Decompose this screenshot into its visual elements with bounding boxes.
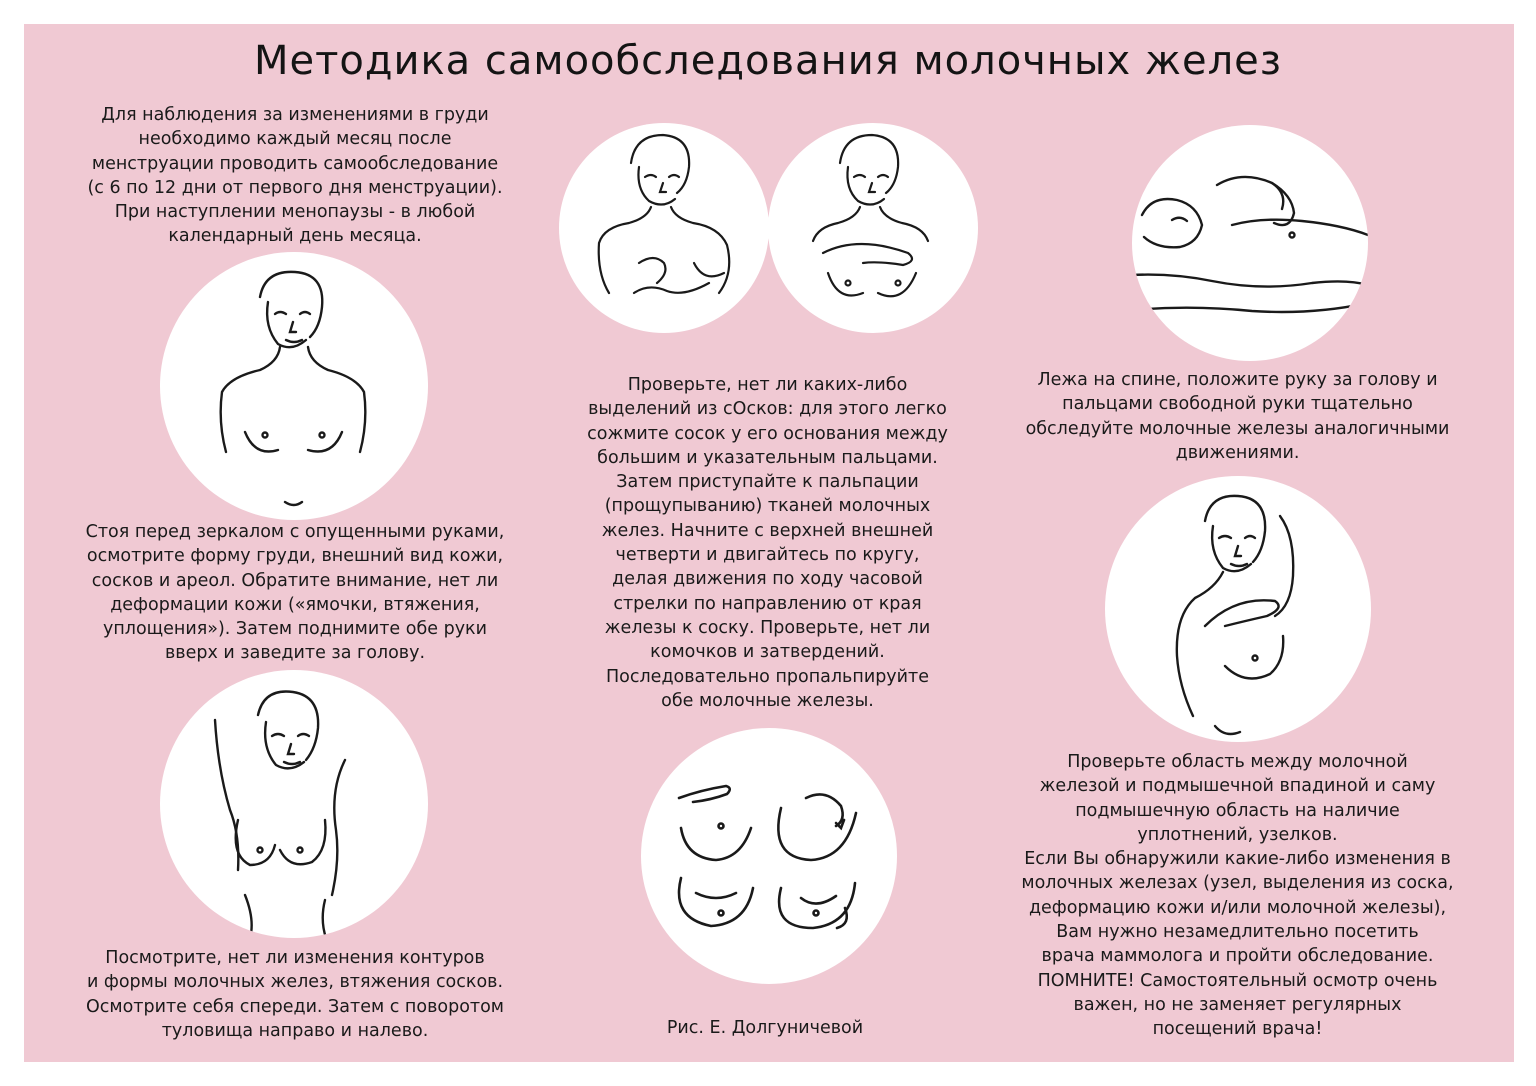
illustration-credit: Рис. Е. Долгуничевой [666, 1018, 864, 1038]
lying-exam-text: Лежа на спине, положите руку за голову и пальцами свободной руки тщательно обследуйте молочные железы аналогичными движениями. [1025, 370, 1450, 463]
woman-arms-down-illustration [160, 252, 428, 520]
lying-exam-illustration [1132, 125, 1368, 361]
armpit-exam-illustration [1105, 476, 1371, 742]
breast-palpation-illustration [768, 123, 978, 333]
intro-text: Для наблюдения за изменениями в груди необходимо каждый месяц после менструации проводить самообследование (с 6 по 12 дни от первого дня менструации). При наступлении менопаузы - в любой календарный день месяца. [87, 105, 503, 247]
page-title: Методика самообследования молочных желез [253, 38, 1283, 84]
contours-text: Посмотрите, нет ли изменения контуров и формы молочных желез, втяжения сосков. Осмотрите себя спереди. Затем с поворотом туловища направо и налево. [85, 948, 505, 1041]
nipples-palpation-text: Проверьте, нет ли каких-либо выделений из сОсков: для этого легко сожмите сосок у его основания между большим и указательным пальцами. Затем приступайте к пальпации (прощупыванию) тканей молочных желез. Начните с верхней внешней четверти и двигайтесь по кругу, делая движения по ходу часовой стрелки по направлению от края железы к соску. Проверьте, нет ли комочков и затвердений. Последовательно пропальпируйте обе молочные железы. [587, 375, 948, 711]
armpit-exam-text: Проверьте область между молочной железой и подмышечной впадиной и саму подмышечную область на наличие уплотнений, узелков. Если Вы обнаружили какие-либо изменения в молочных железах (узел, выделения из соска, деформацию кожи и/или молочной железы), Вам нужно незамедлительно посетить врача маммолога и пройти обследование. ПОМНИТЕ! Самостоятельный осмотр очень важен, но не заменяет регулярных посещений врача! [1021, 752, 1454, 1040]
woman-arms-raised-illustration [160, 670, 428, 938]
nipple-squeeze-illustration [559, 123, 769, 333]
mirror-text: Стоя перед зеркалом с опущенными руками, осмотрите форму груди, внешний вид кожи, сосков и ареол. Обратите внимание, нет ли деформации кожи («ямочки, втяжения, уплощения»). Затем поднимите обе руки вверх и заведите за голову. [85, 522, 505, 664]
breast-palpation-diagram [641, 728, 897, 984]
